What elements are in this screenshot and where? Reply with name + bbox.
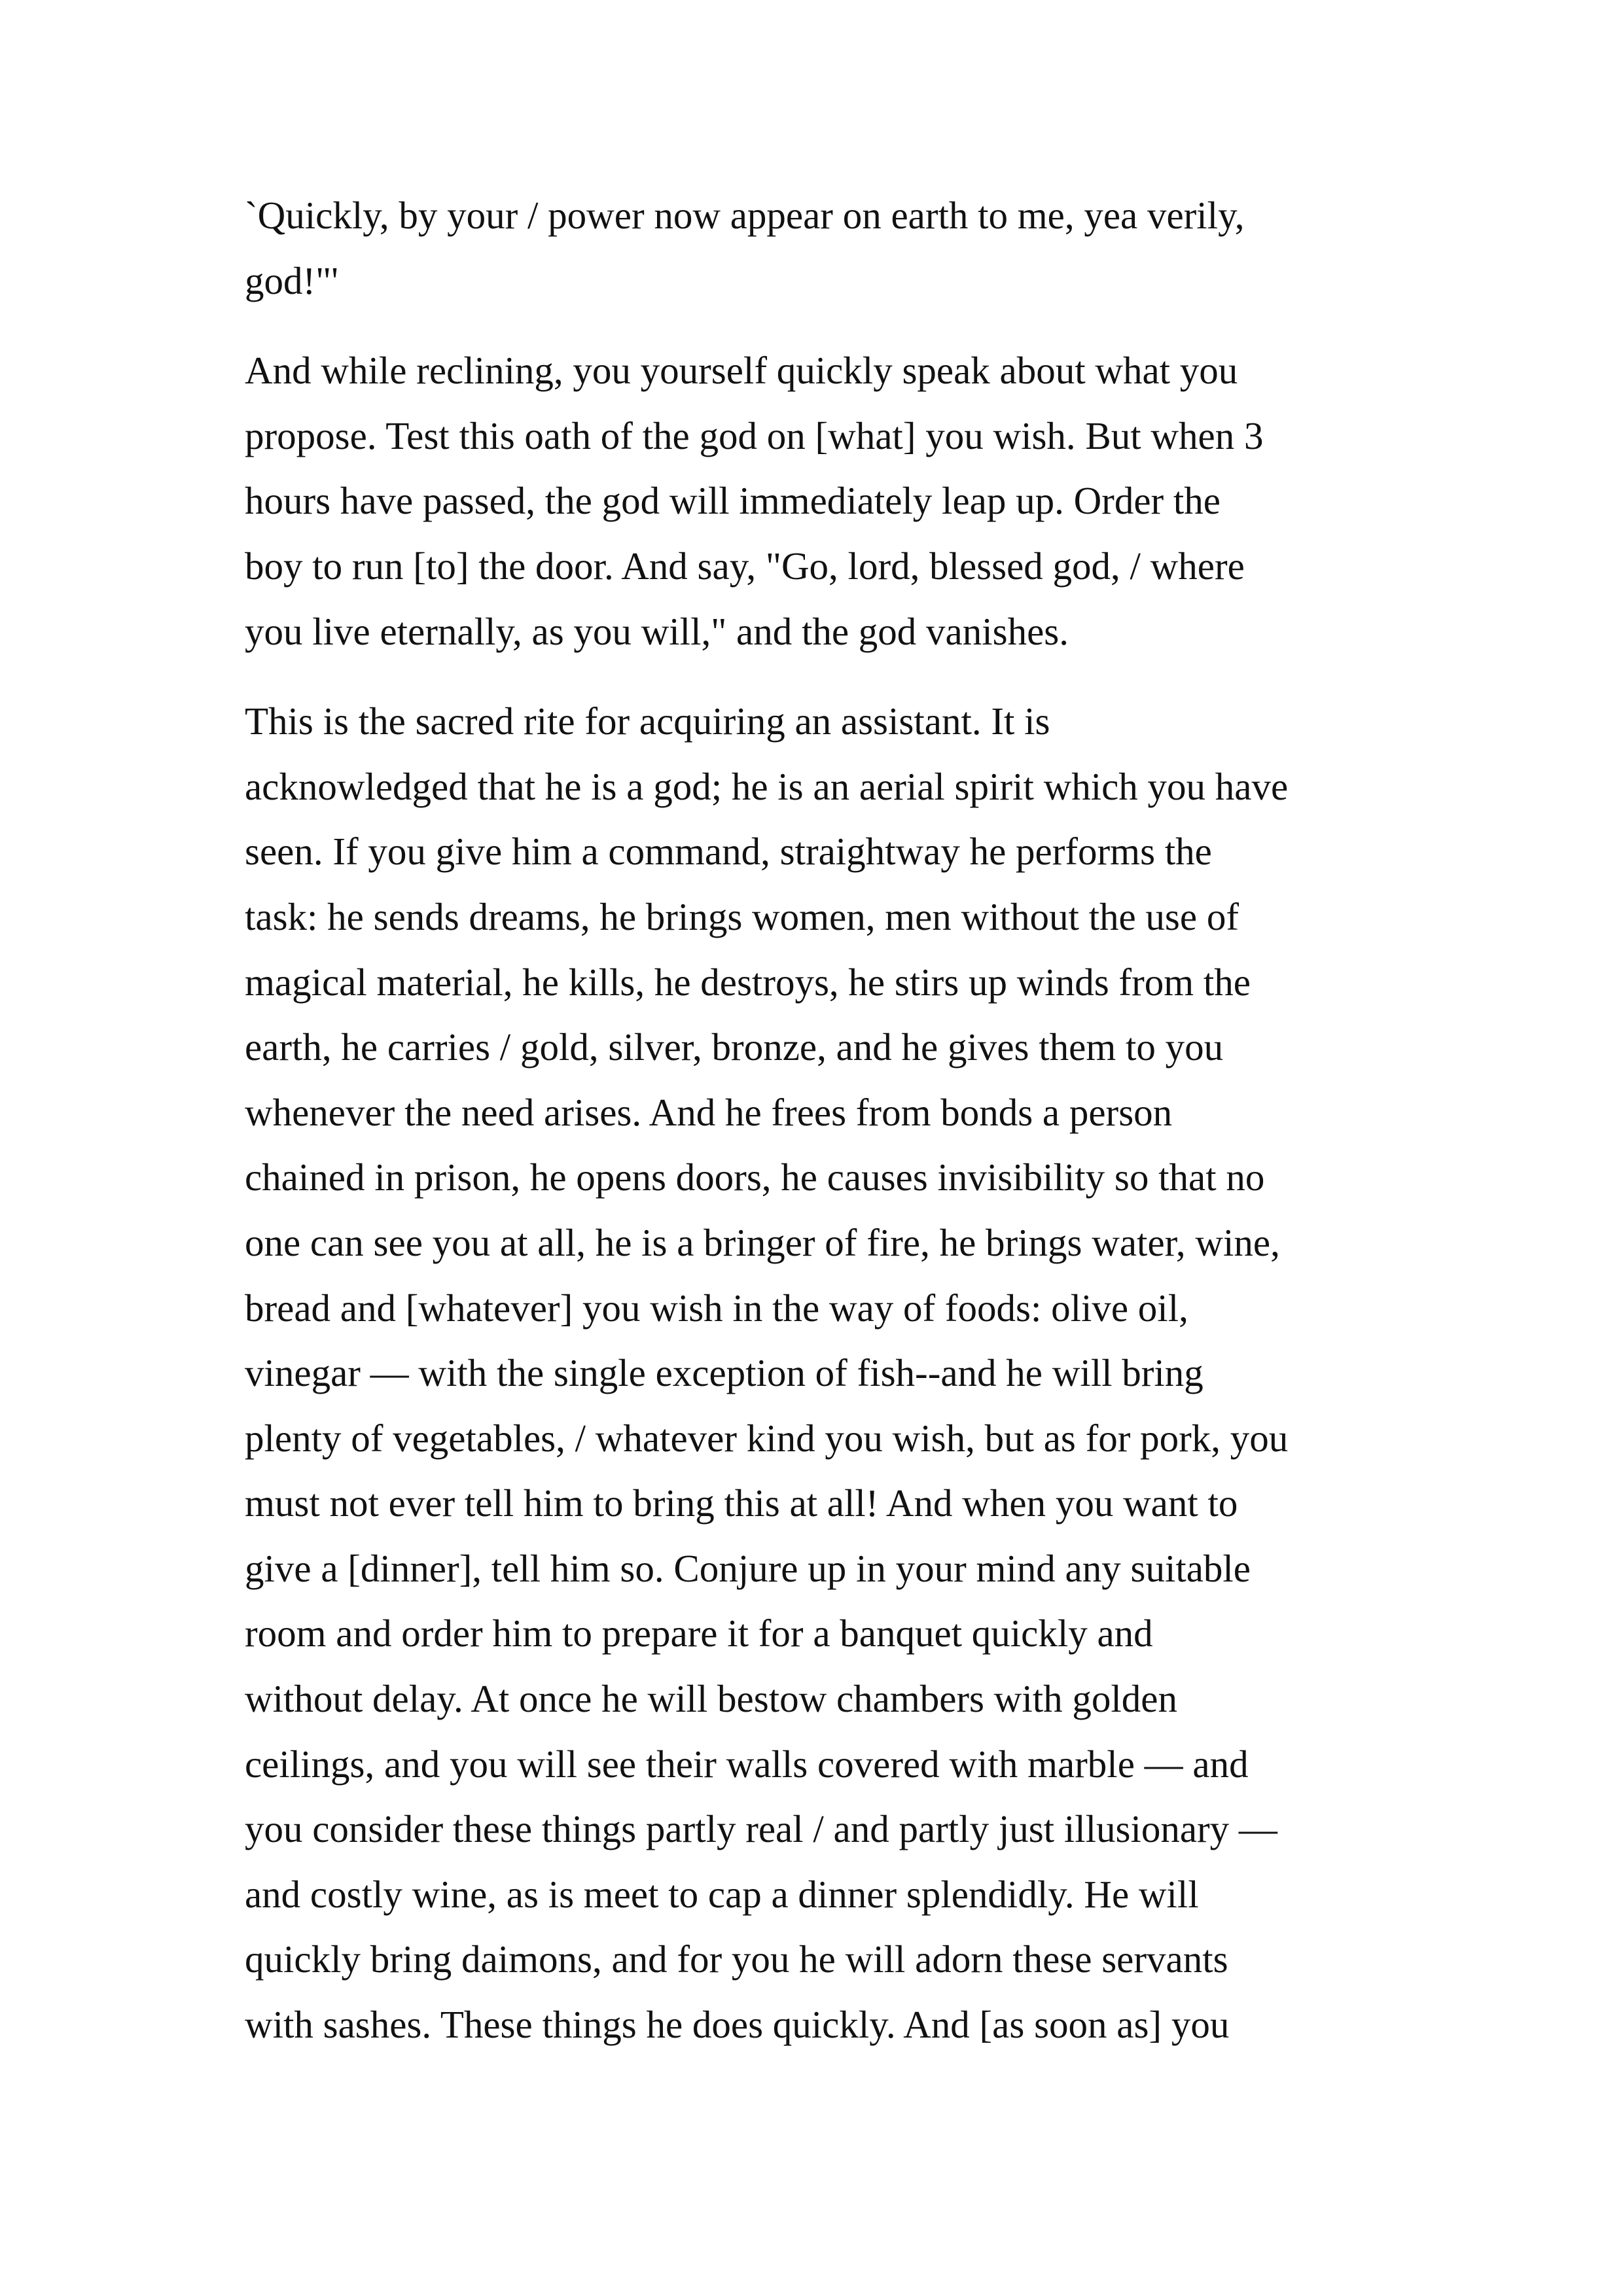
text-line: with sashes. These things he does quickly. And [as soon as] you [245, 2003, 1230, 2047]
text-line: whenever the need arises. And he frees from bonds a person [245, 1090, 1173, 1134]
text-line: propose. Test this oath of the god on [what] you wish. But when 3 [245, 414, 1264, 457]
text-line: magical material, he kills, he destroys, he stirs up winds from the [245, 960, 1251, 1004]
text-line: room and order him to prepare it for a banquet quickly and [245, 1612, 1153, 1655]
text-line: task: he sends dreams, he brings women, men without the use of [245, 894, 1239, 938]
text-line: you consider these things partly real / and partly just illusionary — [245, 1807, 1277, 1851]
text-line: and costly wine, as is meet to cap a dinner splendidly. He will [245, 1872, 1199, 1916]
text-line: must not ever tell him to bring this at all! And when you want to [245, 1481, 1238, 1525]
text-line: vinegar — with the single exception of fish--and he will bring [245, 1351, 1204, 1395]
text-line: seen. If you give him a command, straightway he performs the [245, 830, 1212, 874]
paragraph-2 [245, 338, 1397, 664]
text-line: plenty of vegetables, / whatever kind you wish, but as for pork, you [245, 1416, 1289, 1460]
text-line: without delay. At once he will bestow chambers with golden [245, 1677, 1177, 1721]
text-line: one can see you at all, he is a bringer of fire, he brings water, wine, [245, 1220, 1280, 1264]
text-line: chained in prison, he opens doors, he causes invisibility so that no [245, 1156, 1265, 1199]
text-line: This is the sacred rite for acquiring an assistant. It is [245, 699, 1050, 743]
text-line: god!"' [245, 258, 338, 302]
paragraph-3 [245, 689, 1397, 2057]
text-line: hours have passed, the god will immediately leap up. Order the [245, 479, 1221, 523]
text-line: ceilings, and you will see their walls covered with marble — and [245, 1742, 1249, 1786]
text-line: bread and [whatever] you wish in the way of foods: olive oil, [245, 1286, 1188, 1330]
text-line: give a [dinner], tell him so. Conjure up in your mind any suitable [245, 1546, 1251, 1590]
document-body [245, 183, 1397, 2083]
text-line: boy to run [to] the door. And say, "Go, lord, blessed god, / where [245, 544, 1245, 588]
text-line: `Quickly, by your / power now appear on earth to me, yea verily, [245, 194, 1245, 237]
paragraph-1 [245, 183, 1397, 313]
text-line: And while reclining, you yourself quickly speak about what you [245, 349, 1238, 393]
text-line: acknowledged that he is a god; he is an aerial spirit which you have [245, 764, 1289, 808]
text-line: you live eternally, as you will," and the god vanishes. [245, 609, 1069, 653]
text-line: earth, he carries / gold, silver, bronze, and he gives them to you [245, 1025, 1224, 1069]
text-line: quickly bring daimons, and for you he will adorn these servants [245, 1937, 1228, 1981]
